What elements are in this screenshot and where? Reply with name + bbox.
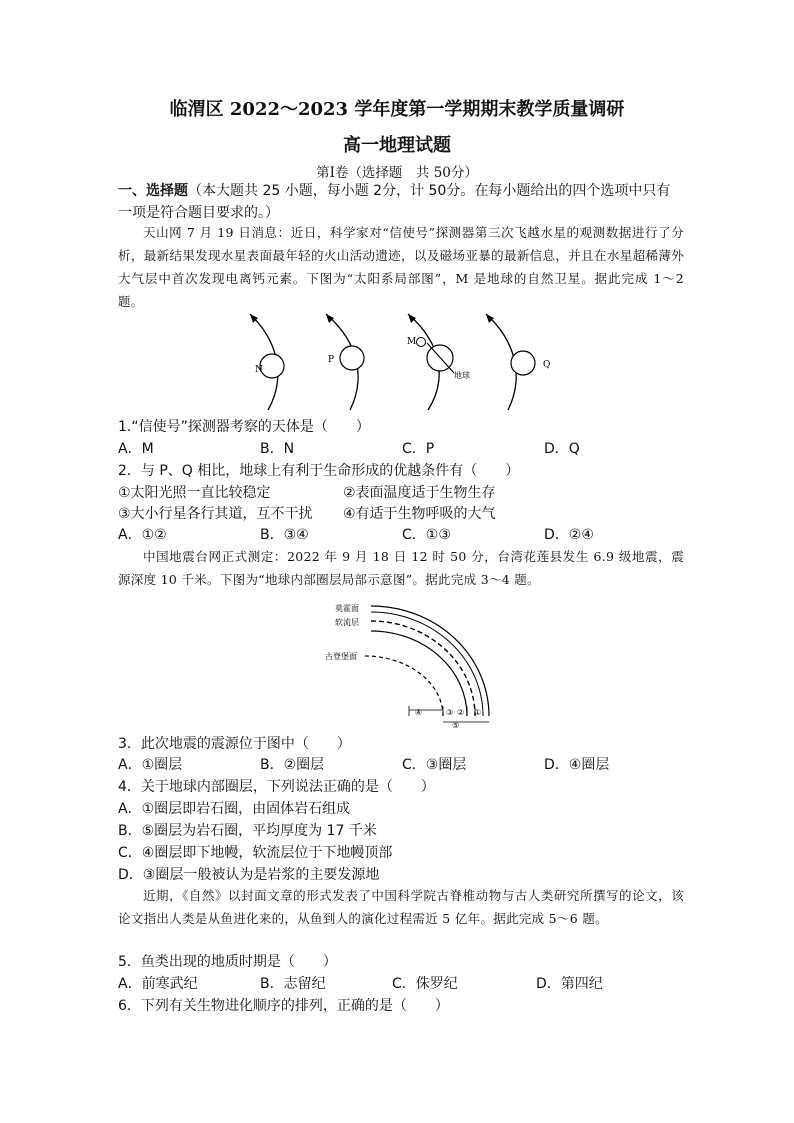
q2-item-3: ③大小行星各行其道，互不干扰 [118,506,313,522]
q2-option-a[interactable]: A．①② [118,527,167,543]
passage-3: 近期，《自然》以封面文章的形式发表了中国科学院古脊椎动物与古人类研究所撰写的论文，该论文指出人类是从鱼进化来的，从鱼到人的演化过程需近 5 亿年。据此完成 5～6 题。 [118,888,684,926]
q2-option-d[interactable]: D．②④ [544,527,594,543]
exam-title: 临渭区 2022～2023 学年度第一学期期末教学质量调研 [169,99,625,120]
q1-option-b[interactable]: B．N [260,441,295,457]
q1-option-a[interactable]: A．M [118,441,154,457]
q2-item-2: ②表面温度适于生物生存 [343,485,496,501]
section-heading: 一、选择题 [118,183,188,199]
q2-option-c[interactable]: C．①③ [402,527,451,543]
asthenosphere-label: 软流层 [335,618,359,627]
q2-stem: 2．与 P、Q 相比，地球上有利于生命形成的优越条件有（ ） [118,463,520,479]
layer-2-label: ② [457,708,465,717]
q3-option-a[interactable]: A．①圈层 [118,757,183,773]
q4-option-d[interactable]: D．③圈层一般被认为是岩浆的主要发源地 [118,867,380,883]
q3-option-b[interactable]: B．②圈层 [260,757,325,773]
q5-option-b[interactable]: B．志留纪 [260,976,326,992]
q3-stem: 3．此次地震的震源位于图中（ ） [118,736,351,752]
q4-option-c[interactable]: C．④圈层即下地幔，软流层位于下地幔顶部 [118,845,393,861]
earth-label: 地球 [454,371,470,380]
planet-label-n: N [255,365,263,375]
section-instruction [118,180,684,224]
q3-option-c[interactable]: C．③圈层 [402,757,467,773]
moho-label: 莫霍面 [335,604,359,613]
q6-stem: 6．下列有关生物进化顺序的排列，正确的是（ ） [118,998,449,1014]
layer-5-label: ⑤ [452,721,460,730]
q5-option-a[interactable]: A．前寒武纪 [118,976,198,992]
layer-3-label: ③ [446,708,454,717]
q1-option-c[interactable]: C．P [402,441,435,457]
volume-heading: 第Ⅰ卷（选择题 共 50分） [316,165,478,181]
q1-option-d[interactable]: D．Q [544,441,580,457]
q4-option-b[interactable]: B．⑤圈层为岩石圈，平均厚度为 17 千米 [118,823,377,839]
q1-stem: 1.“信使号”探测器考察的天体是（ ） [118,419,370,435]
q2-option-b[interactable]: B．③④ [260,527,309,543]
q4-stem: 4．关于地球内部圈层，下列说法正确的是（ ） [118,779,435,795]
q5-option-d[interactable]: D．第四纪 [536,976,603,992]
q5-stem: 5．鱼类出现的地质时期是（ ） [118,954,337,970]
q2-item-4: ④有适于生物呼吸的大气 [343,506,496,522]
planet-label-p: P [328,355,335,365]
passage-2: 中国地震台网正式测定：2022 年 9 月 18 日 12 时 50 分，台湾花莲县发生 6.9 级地震，震源深度 10 千米。下图为“地球内部圈层局部示意图”。据此完成 3～4 题。 [118,549,684,587]
layer-1-label: ① [474,708,482,717]
solar-system-figure [240,310,580,415]
q2-item-1: ①太阳光照一直比较稳定 [118,485,271,501]
moon-label-m: M [407,337,417,347]
q5-option-c[interactable]: C．侏罗纪 [392,976,458,992]
passage-1: 天山网 7 月 19 日消息：近日，科学家对“信使号”探测器第三次飞越水星的观测数据进行了分析，最新结果发现水星表面最年轻的火山活动遗迹，以及磁场亚暴的最新信息，并且在水星超稀薄外大气层中首次发现电离钙元素。下图为“太阳系局部图”，M 是地球的自然卫星。据此完成 1～2 题。 [118,225,684,309]
gutenberg-label: 古登堡面 [325,652,357,661]
layer-4-label: ④ [415,708,423,717]
exam-subtitle: 高一地理试题 [343,135,451,156]
planet-label-q: Q [543,360,551,370]
q4-option-a[interactable]: A．①圈层即岩石圈，由固体岩石组成 [118,801,351,817]
earth-interior-figure [325,598,495,730]
section-instruction-text: （本大题共 25 小题，每小题 2分，计 50分。在每小题给出的四个选项中只有一项是符合题目要求的。） [118,183,671,221]
q3-option-d[interactable]: D．④圈层 [544,757,610,773]
